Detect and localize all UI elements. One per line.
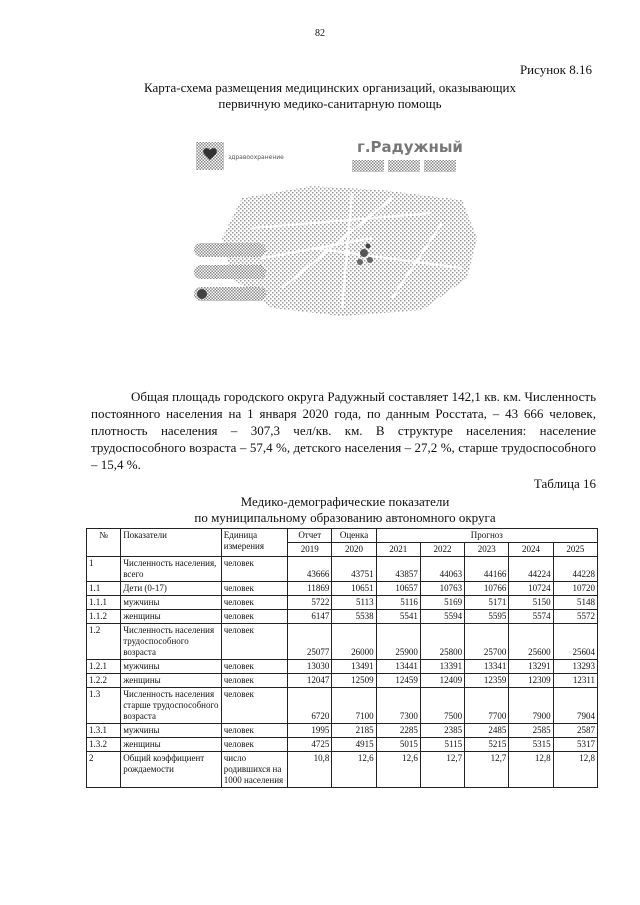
table-title [0,494,640,526]
cell-value: 25800 [420,624,464,660]
cell-value: 12311 [553,674,597,688]
table-row [87,660,598,674]
cell-value: 13391 [420,660,464,674]
cell-value: 25600 [509,624,553,660]
cell-unit: человек [221,724,287,738]
cell-unit: человек [221,610,287,624]
cell-value: 12,7 [420,752,464,788]
cell-value: 44228 [553,557,597,582]
cell-no: 1.3 [87,688,121,724]
cell-value: 5538 [332,610,376,624]
cell-indicator: женщины [121,610,222,624]
cell-unit: человек [221,557,287,582]
header-no: № [87,529,121,557]
header-year: 2022 [420,543,464,557]
cell-value: 5015 [376,738,420,752]
cell-value: 2385 [420,724,464,738]
cell-value: 25077 [288,624,332,660]
cell-value: 43751 [332,557,376,582]
cell-value: 10,8 [288,752,332,788]
figure-title-line-2: первичную медико-санитарную помощь [218,96,442,111]
map-side-button-1 [194,243,266,257]
table-label: Таблица 16 [533,476,596,491]
cell-value: 7900 [509,688,553,724]
body-paragraph [91,388,596,473]
cell-no: 1.2.2 [87,674,121,688]
table-row [87,624,598,660]
cell-value: 5594 [420,610,464,624]
cell-unit: человек [221,738,287,752]
cell-value: 5317 [553,738,597,752]
cell-no: 1.1.1 [87,596,121,610]
cell-value: 5115 [420,738,464,752]
cell-value: 13293 [553,660,597,674]
cell-unit: человек [221,674,287,688]
cell-value: 5113 [332,596,376,610]
cell-indicator: женщины [121,738,222,752]
header-forecast: Прогноз [376,529,597,543]
cell-value: 25900 [376,624,420,660]
cell-no: 1.2 [87,624,121,660]
table-row [87,557,598,582]
header-estimate: Оценка [332,529,376,543]
map-side-button-2 [194,265,266,279]
city-map-image [192,128,482,318]
cell-value: 12509 [332,674,376,688]
cell-value: 44224 [509,557,553,582]
cell-value: 12,6 [376,752,420,788]
cell-value: 13491 [332,660,376,674]
cell-no: 1.3.2 [87,738,121,752]
header-year: 2023 [465,543,509,557]
cell-indicator: мужчины [121,596,222,610]
cell-value: 5116 [376,596,420,610]
cell-value: 2285 [376,724,420,738]
demographics-table [86,528,598,788]
cell-indicator: Численность населения, всего [121,557,222,582]
cell-value: 6147 [288,610,332,624]
cell-value: 12409 [420,674,464,688]
cell-value: 13441 [376,660,420,674]
cell-value: 10720 [553,582,597,596]
table-row [87,674,598,688]
header-year: 2019 [288,543,332,557]
table-row [87,596,598,610]
table-row [87,582,598,596]
cell-unit: человек [221,582,287,596]
cell-value: 5541 [376,610,420,624]
logo-text: здравоохранение [228,154,284,161]
table-row [87,724,598,738]
cell-unit: число родившихся на 1000 населения [221,752,287,788]
cell-indicator: женщины [121,674,222,688]
cell-value: 5148 [553,596,597,610]
cell-indicator: мужчины [121,724,222,738]
cell-indicator: Дети (0-17) [121,582,222,596]
header-year: 2024 [509,543,553,557]
cell-value: 43666 [288,557,332,582]
cell-value: 2585 [509,724,553,738]
header-indicator: Показатели [121,529,222,557]
map-header-tab-2 [388,160,420,172]
cell-value: 5595 [465,610,509,624]
figure-title-line-1: Карта-схема размещения медицинских организаций, оказывающих [144,80,516,95]
cell-value: 25604 [553,624,597,660]
cell-no: 2 [87,752,121,788]
cell-value: 4915 [332,738,376,752]
table-header-row-1 [87,529,598,543]
map-header-tab-1 [352,160,384,172]
cell-value: 5215 [465,738,509,752]
header-year: 2025 [553,543,597,557]
cell-value: 10657 [376,582,420,596]
cell-value: 12,8 [509,752,553,788]
paragraph-text: Общая площадь городского округа Радужный составляет 142,1 кв. км. Численность постоянного населения на 1 января 2020 года, по данным Росстата, – 43 666 человек, плотность населения – 307,3 чел/кв. км. В структуре населения: население трудоспособного возраста – 57,4 %, детского населения – 27,2 %, старше трудоспособного – 15,4 %. [91,389,596,472]
cell-value: 6720 [288,688,332,724]
table-row [87,610,598,624]
cell-value: 1995 [288,724,332,738]
cell-value: 12359 [465,674,509,688]
table-title-line-1: Медико-демографические показатели [240,494,450,509]
map-city-title: г.Радужный [357,138,463,156]
cell-value: 7100 [332,688,376,724]
cell-value: 12,7 [465,752,509,788]
health-logo-icon [196,142,224,170]
table-row [87,752,598,788]
cell-value: 12047 [288,674,332,688]
header-year: 2021 [376,543,420,557]
cell-value: 12459 [376,674,420,688]
header-year: 2020 [332,543,376,557]
cell-value: 13341 [465,660,509,674]
cell-no: 1.1.2 [87,610,121,624]
cell-value: 7500 [420,688,464,724]
cell-value: 44063 [420,557,464,582]
cell-value: 44166 [465,557,509,582]
cell-indicator: Численность населения трудоспособного возраста [121,624,222,660]
cell-value: 26000 [332,624,376,660]
table-row [87,688,598,724]
cell-unit: человек [221,660,287,674]
cell-value: 5722 [288,596,332,610]
cell-indicator: Численность населения старше трудоспособного возраста [121,688,222,724]
cell-value: 10651 [332,582,376,596]
cell-value: 2485 [465,724,509,738]
cell-value: 10766 [465,582,509,596]
table-title-line-2: по муниципальному образованию автономного округа [194,510,496,525]
cell-no: 1 [87,557,121,582]
cell-value: 10724 [509,582,553,596]
page-number: 82 [315,28,325,39]
cell-value: 43857 [376,557,420,582]
cell-value: 12,8 [553,752,597,788]
cell-unit: человек [221,688,287,724]
header-report: Отчет [288,529,332,543]
cell-value: 2587 [553,724,597,738]
map-header-tab-3 [424,160,456,172]
figure-title [0,80,640,112]
cell-value: 5315 [509,738,553,752]
cell-value: 2185 [332,724,376,738]
cell-value: 12,6 [332,752,376,788]
cell-value: 7300 [376,688,420,724]
cell-value: 10763 [420,582,464,596]
cell-value: 5574 [509,610,553,624]
cell-no: 1.3.1 [87,724,121,738]
cell-no: 1.1 [87,582,121,596]
cell-unit: человек [221,624,287,660]
figure-label: Рисунок 8.16 [519,62,592,77]
cell-unit: человек [221,596,287,610]
map-side-button-icon [197,289,207,299]
cell-value: 5171 [465,596,509,610]
table-row [87,738,598,752]
cell-value: 7904 [553,688,597,724]
cell-value: 13291 [509,660,553,674]
cell-value: 25700 [465,624,509,660]
cell-value: 5572 [553,610,597,624]
cell-no: 1.2.1 [87,660,121,674]
cell-value: 5169 [420,596,464,610]
cell-indicator: мужчины [121,660,222,674]
cell-indicator: Общий коэффициент рождаемости [121,752,222,788]
cell-value: 4725 [288,738,332,752]
cell-value: 7700 [465,688,509,724]
header-unit: Единица измерения [221,529,287,557]
cell-value: 11869 [288,582,332,596]
cell-value: 12309 [509,674,553,688]
table-body [87,557,598,788]
cell-value: 5150 [509,596,553,610]
cell-value: 13030 [288,660,332,674]
